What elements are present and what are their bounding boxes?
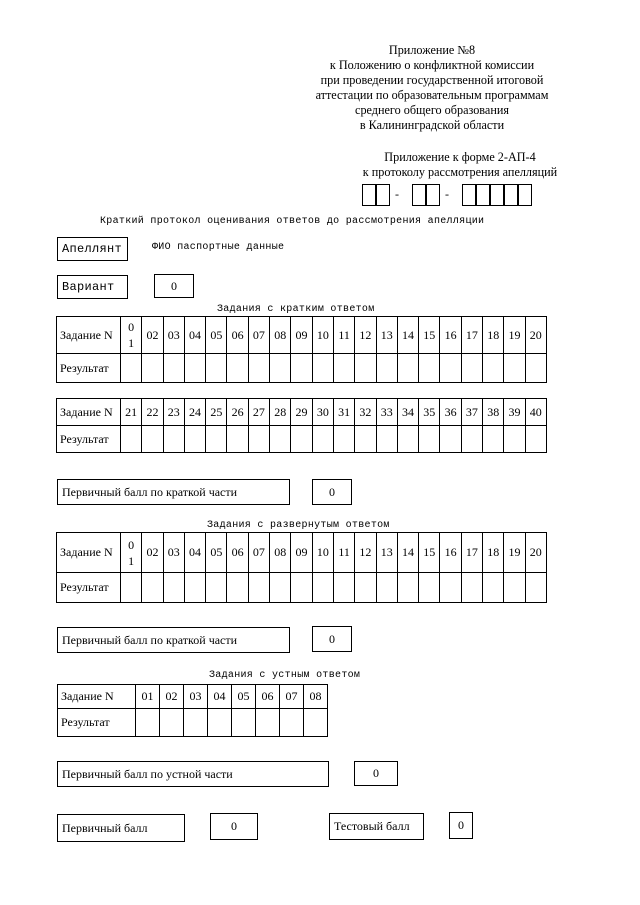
result-row — [57, 426, 547, 453]
variant-value-box[interactable] — [154, 274, 194, 298]
result-cell[interactable] — [121, 573, 142, 603]
test-score-label-box — [329, 813, 424, 840]
task-label: Задание N — [57, 533, 121, 573]
task-number: 12 — [355, 317, 376, 354]
result-cell[interactable] — [355, 354, 376, 383]
result-cell[interactable] — [270, 426, 291, 453]
result-cell[interactable] — [270, 573, 291, 603]
result-cell[interactable] — [256, 709, 280, 737]
result-cell[interactable] — [142, 354, 163, 383]
task-number-top: 0 — [128, 320, 135, 334]
variant-label-box — [57, 275, 128, 299]
result-cell[interactable] — [355, 426, 376, 453]
header-line: Приложение №8 — [388, 43, 476, 57]
task-number: 07 — [248, 533, 269, 573]
appendix-header — [282, 43, 582, 133]
result-row — [57, 573, 547, 603]
id-cell[interactable] — [476, 184, 490, 206]
result-label: Результат — [58, 709, 136, 737]
task-number: 18 — [483, 533, 504, 573]
task-number: 36 — [440, 399, 461, 426]
task-number: 31 — [333, 399, 354, 426]
primary-score-label: Первичный балл — [62, 820, 148, 835]
task-number: 22 — [142, 399, 163, 426]
task-number: 28 — [270, 399, 291, 426]
task-label: Задание N — [57, 399, 121, 426]
oral-score-value: 0 — [373, 766, 379, 780]
task-number: 15 — [419, 533, 440, 573]
result-cell[interactable] — [376, 354, 397, 383]
result-cell[interactable] — [184, 426, 205, 453]
task-number-top: 0 — [128, 537, 135, 552]
short-score-value-box[interactable] — [312, 479, 352, 505]
task-number: 40 — [525, 399, 546, 426]
result-cell[interactable] — [376, 573, 397, 603]
result-cell[interactable] — [312, 426, 333, 453]
short-answers-table-2 — [56, 398, 547, 453]
id-cell[interactable] — [426, 184, 440, 206]
task-number: 09 — [291, 533, 312, 573]
task-number: 05 — [232, 685, 256, 709]
task-number: 37 — [461, 399, 482, 426]
variant-value: 0 — [171, 278, 177, 293]
task-number: 13 — [376, 317, 397, 354]
result-cell[interactable] — [525, 354, 546, 383]
result-label: Результат — [57, 573, 121, 603]
long-answers-title: Задания с развернутым ответом — [207, 520, 390, 531]
task-number: 04 — [184, 317, 205, 354]
task-number: 03 — [163, 317, 184, 354]
result-cell[interactable] — [208, 709, 232, 737]
appellant-label-box — [57, 237, 128, 261]
short-answers-title: Задания с кратким ответом — [217, 304, 375, 315]
result-cell[interactable] — [163, 426, 184, 453]
result-cell[interactable] — [232, 709, 256, 737]
result-cell[interactable] — [291, 426, 312, 453]
task-number: 06 — [227, 533, 248, 573]
task-number: 16 — [440, 317, 461, 354]
result-row — [57, 354, 547, 383]
task-number: 10 — [312, 317, 333, 354]
result-cell[interactable] — [483, 354, 504, 383]
short-score-label-box — [57, 479, 290, 505]
test-score-value-box[interactable] — [449, 812, 473, 839]
task-number: 07 — [280, 685, 304, 709]
result-cell[interactable] — [142, 426, 163, 453]
id-cell[interactable] — [504, 184, 518, 206]
result-cell[interactable] — [419, 573, 440, 603]
test-score-label: Тестовый балл — [334, 819, 410, 833]
short-score-label: Первичный балл по краткой части — [62, 484, 238, 499]
result-cell[interactable] — [291, 354, 312, 383]
task-number: 04 — [184, 533, 205, 573]
result-cell[interactable] — [440, 573, 461, 603]
task-label: Задание N — [58, 685, 136, 709]
task-number: 08 — [304, 685, 328, 709]
task-number: 29 — [291, 399, 312, 426]
task-number-bottom: 1 — [128, 553, 135, 568]
task-number: 26 — [227, 399, 248, 426]
task-number: 05 — [206, 317, 227, 354]
result-cell[interactable] — [184, 709, 208, 737]
primary-score-value: 0 — [231, 819, 237, 833]
id-cell[interactable] — [362, 184, 376, 206]
id-cell[interactable] — [490, 184, 504, 206]
primary-score-value-box[interactable] — [210, 813, 258, 840]
form-ref-line: к протоколу рассмотрения апелляций — [362, 165, 558, 179]
result-cell[interactable] — [525, 426, 546, 453]
result-cell[interactable] — [270, 354, 291, 383]
task-number — [121, 317, 142, 354]
result-cell[interactable] — [376, 426, 397, 453]
task-number: 02 — [160, 685, 184, 709]
task-number: 09 — [291, 317, 312, 354]
task-number: 18 — [483, 317, 504, 354]
task-number: 03 — [184, 685, 208, 709]
result-cell[interactable] — [160, 709, 184, 737]
header-line: в Калининградской области — [359, 118, 505, 132]
task-number-bottom: 1 — [128, 336, 135, 350]
result-cell[interactable] — [248, 573, 269, 603]
long-score-label: Первичный балл по краткой части — [62, 632, 238, 647]
result-cell[interactable] — [504, 354, 525, 383]
task-number: 04 — [208, 685, 232, 709]
result-cell[interactable] — [206, 426, 227, 453]
result-cell[interactable] — [504, 573, 525, 603]
oral-answers-table — [57, 684, 328, 737]
task-number: 13 — [376, 533, 397, 573]
result-cell[interactable] — [206, 354, 227, 383]
result-cell[interactable] — [483, 426, 504, 453]
result-cell[interactable] — [163, 573, 184, 603]
result-cell[interactable] — [312, 573, 333, 603]
result-cell[interactable] — [461, 426, 482, 453]
result-cell[interactable] — [419, 354, 440, 383]
task-number-row — [57, 317, 547, 354]
result-cell[interactable] — [333, 573, 354, 603]
result-cell[interactable] — [291, 573, 312, 603]
result-cell[interactable] — [397, 354, 418, 383]
result-cell[interactable] — [248, 426, 269, 453]
task-number-row — [57, 399, 547, 426]
result-cell[interactable] — [227, 354, 248, 383]
task-number: 14 — [397, 317, 418, 354]
result-cell[interactable] — [333, 426, 354, 453]
result-cell[interactable] — [440, 426, 461, 453]
task-number: 08 — [270, 317, 291, 354]
result-cell[interactable] — [397, 426, 418, 453]
task-number: 11 — [333, 317, 354, 354]
long-answers-table — [56, 532, 547, 603]
task-number: 24 — [184, 399, 205, 426]
task-number: 16 — [440, 533, 461, 573]
task-number: 02 — [142, 317, 163, 354]
task-number: 03 — [163, 533, 184, 573]
result-cell[interactable] — [504, 426, 525, 453]
result-cell[interactable] — [227, 573, 248, 603]
long-score-label-box — [57, 627, 290, 653]
appellant-label: Апеллянт — [62, 242, 123, 256]
result-cell[interactable] — [121, 426, 142, 453]
task-number: 07 — [248, 317, 269, 354]
header-line: при проведении государственной итоговой — [320, 73, 544, 87]
result-cell[interactable] — [525, 573, 546, 603]
form-ref-line: Приложение к форме 2-АП-4 — [384, 150, 536, 164]
task-number: 05 — [206, 533, 227, 573]
id-cell[interactable] — [412, 184, 426, 206]
task-number: 06 — [227, 317, 248, 354]
task-number — [121, 533, 142, 573]
task-number: 35 — [419, 399, 440, 426]
result-cell[interactable] — [136, 709, 160, 737]
oral-score-label-box — [57, 761, 329, 787]
header-line: среднего общего образования — [355, 103, 509, 117]
task-number-row — [58, 685, 328, 709]
result-cell[interactable] — [461, 354, 482, 383]
task-number: 30 — [312, 399, 333, 426]
task-number: 33 — [376, 399, 397, 426]
task-number: 19 — [504, 533, 525, 573]
result-cell[interactable] — [121, 354, 142, 383]
result-cell[interactable] — [227, 426, 248, 453]
result-row — [58, 709, 328, 737]
short-answers-table-1 — [56, 316, 547, 383]
task-label: Задание N — [57, 317, 121, 354]
oral-score-value-box[interactable] — [354, 761, 398, 786]
test-score-value: 0 — [458, 818, 464, 832]
long-score-value: 0 — [329, 631, 335, 646]
task-number: 38 — [483, 399, 504, 426]
task-number: 17 — [461, 317, 482, 354]
result-cell[interactable] — [397, 573, 418, 603]
result-cell[interactable] — [184, 354, 205, 383]
task-number: 20 — [525, 317, 546, 354]
result-label: Результат — [57, 426, 121, 453]
task-number: 17 — [461, 533, 482, 573]
task-number: 11 — [333, 533, 354, 573]
task-number: 01 — [136, 685, 160, 709]
task-number: 06 — [256, 685, 280, 709]
result-cell[interactable] — [419, 426, 440, 453]
variant-label: Вариант — [62, 280, 115, 294]
id-cell[interactable] — [462, 184, 476, 206]
result-cell[interactable] — [206, 573, 227, 603]
result-cell[interactable] — [440, 354, 461, 383]
primary-score-label-box — [57, 814, 185, 842]
task-number-row — [57, 533, 547, 573]
result-cell[interactable] — [483, 573, 504, 603]
header-line: аттестации по образовательным программам — [315, 88, 549, 102]
id-cell[interactable] — [376, 184, 390, 206]
id-separator: - — [445, 187, 449, 201]
result-cell[interactable] — [461, 573, 482, 603]
task-number: 19 — [504, 317, 525, 354]
task-number: 02 — [142, 533, 163, 573]
result-cell[interactable] — [304, 709, 328, 737]
result-cell[interactable] — [312, 354, 333, 383]
result-cell[interactable] — [248, 354, 269, 383]
short-score-value: 0 — [329, 484, 335, 499]
task-number: 10 — [312, 533, 333, 573]
task-number: 15 — [419, 317, 440, 354]
task-number: 34 — [397, 399, 418, 426]
task-number: 14 — [397, 533, 418, 573]
task-number: 23 — [163, 399, 184, 426]
task-number: 27 — [248, 399, 269, 426]
appellant-info: ФИО паспортные данные — [152, 242, 285, 253]
result-cell[interactable] — [184, 573, 205, 603]
task-number: 21 — [121, 399, 142, 426]
result-cell[interactable] — [355, 573, 376, 603]
result-cell[interactable] — [163, 354, 184, 383]
form-reference — [330, 150, 590, 180]
result-cell[interactable] — [280, 709, 304, 737]
result-cell[interactable] — [142, 573, 163, 603]
result-label: Результат — [57, 354, 121, 383]
header-line: к Положению о конфликтной комиссии — [329, 58, 535, 72]
id-cell[interactable] — [518, 184, 532, 206]
result-cell[interactable] — [333, 354, 354, 383]
task-number: 20 — [525, 533, 546, 573]
oral-score-label: Первичный балл по устной части — [62, 766, 233, 781]
oral-answers-title: Задания с устным ответом — [209, 670, 361, 681]
task-number: 39 — [504, 399, 525, 426]
long-score-value-box[interactable] — [312, 626, 352, 652]
id-separator: - — [395, 187, 399, 201]
task-number: 12 — [355, 533, 376, 573]
task-number: 08 — [270, 533, 291, 573]
task-number: 25 — [206, 399, 227, 426]
task-number: 32 — [355, 399, 376, 426]
protocol-title: Краткий протокол оценивания ответов до рассмотрения апелляции — [100, 216, 485, 227]
